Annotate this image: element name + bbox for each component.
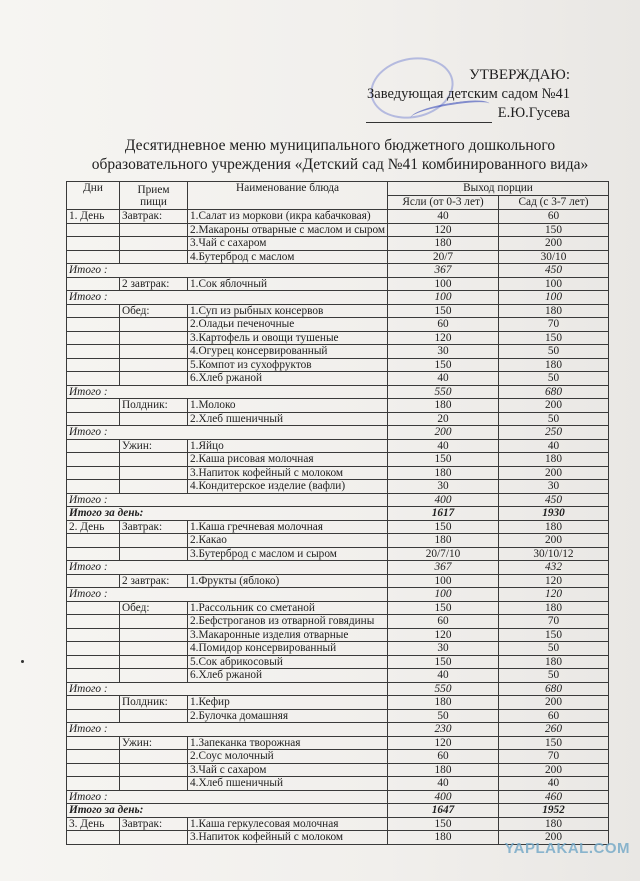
garden-portion: 30/10 <box>499 250 609 264</box>
total-label: Итого за день: <box>67 507 388 521</box>
nursery-portion: 150 <box>388 655 499 669</box>
meal-cell <box>120 709 188 723</box>
dish-cell: 1.Фрукты (яблоко) <box>188 574 388 588</box>
meal-cell <box>120 345 188 359</box>
meal-cell <box>120 412 188 426</box>
total-row <box>67 264 609 278</box>
dish-cell: 2.Бефстроганов из отварной говядины <box>188 615 388 629</box>
dish-cell: 2.Каша рисовая молочная <box>188 453 388 467</box>
garden-portion: 50 <box>499 412 609 426</box>
nursery-portion: 180 <box>388 399 499 413</box>
meal-cell <box>120 237 188 251</box>
table-row <box>67 318 609 332</box>
dish-cell: 3.Чай с сахаром <box>188 763 388 777</box>
total-row <box>67 790 609 804</box>
meal-cell: Обед: <box>120 601 188 615</box>
table-row <box>67 520 609 534</box>
dish-cell: 4.Кондитерское изделие (вафли) <box>188 480 388 494</box>
table-row <box>67 669 609 683</box>
signature-underline <box>366 122 492 123</box>
dish-cell: 3.Чай с сахаром <box>188 237 388 251</box>
table-row <box>67 277 609 291</box>
day-cell <box>67 358 120 372</box>
table-row <box>67 210 609 224</box>
meal-cell <box>120 372 188 386</box>
day-cell <box>67 223 120 237</box>
day-cell <box>67 601 120 615</box>
nursery-portion: 120 <box>388 736 499 750</box>
total-row <box>67 291 609 305</box>
garden-portion: 150 <box>499 223 609 237</box>
nursery-portion: 120 <box>388 628 499 642</box>
nursery-portion: 180 <box>388 696 499 710</box>
day-cell <box>67 439 120 453</box>
dish-cell: 4.Огурец консервированный <box>188 345 388 359</box>
garden-portion: 200 <box>499 534 609 548</box>
total-row <box>67 682 609 696</box>
meal-cell <box>120 655 188 669</box>
nursery-portion: 150 <box>388 358 499 372</box>
nursery-portion: 100 <box>388 277 499 291</box>
meal-cell <box>120 480 188 494</box>
meal-cell: 2 завтрак: <box>120 574 188 588</box>
header-nursery: Ясли (от 0-3 лет) <box>388 196 499 210</box>
dish-cell: 1.Рассольник со сметаной <box>188 601 388 615</box>
dish-cell: 1.Каша геркулесовая молочная <box>188 817 388 831</box>
total-row <box>67 493 609 507</box>
garden-portion: 120 <box>499 574 609 588</box>
header-dish: Наименование блюда <box>188 182 388 210</box>
nursery-total: 367 <box>388 561 499 575</box>
total-row <box>67 426 609 440</box>
meal-cell: Завтрак: <box>120 210 188 224</box>
nursery-total: 367 <box>388 264 499 278</box>
dish-cell: 1.Кефир <box>188 696 388 710</box>
approval-name: Е.Ю.Гусева <box>497 105 570 121</box>
dish-cell: 3.Картофель и овощи тушеные <box>188 331 388 345</box>
nursery-portion: 40 <box>388 210 499 224</box>
meal-cell <box>120 750 188 764</box>
garden-portion: 50 <box>499 642 609 656</box>
header-meal <box>120 182 188 210</box>
garden-portion: 60 <box>499 210 609 224</box>
garden-portion: 40 <box>499 777 609 791</box>
dish-cell: 2.Булочка домашняя <box>188 709 388 723</box>
nursery-portion: 30 <box>388 480 499 494</box>
day-total-row <box>67 507 609 521</box>
day-cell <box>67 345 120 359</box>
nursery-total: 100 <box>388 588 499 602</box>
nursery-portion: 40 <box>388 777 499 791</box>
day-cell <box>67 466 120 480</box>
title-line-1: Десятидневное меню муниципального бюджетного дошкольного <box>124 137 556 154</box>
total-label: Итого : <box>67 682 388 696</box>
table-row <box>67 601 609 615</box>
meal-cell: Полдник: <box>120 696 188 710</box>
day-cell: 3. День <box>67 817 120 831</box>
dish-cell: 4.Хлеб пшеничный <box>188 777 388 791</box>
nursery-total: 550 <box>388 682 499 696</box>
total-label: Итого : <box>67 723 388 737</box>
total-row <box>67 561 609 575</box>
menu-table <box>66 181 609 845</box>
meal-cell <box>120 453 188 467</box>
total-label: Итого : <box>67 426 388 440</box>
header-meal-line2: пищи <box>140 195 167 208</box>
day-cell <box>67 453 120 467</box>
garden-portion: 50 <box>499 669 609 683</box>
meal-cell <box>120 466 188 480</box>
day-cell: 2. День <box>67 520 120 534</box>
day-cell: 1. День <box>67 210 120 224</box>
menu-body <box>67 210 609 845</box>
table-row <box>67 736 609 750</box>
dish-cell: 1.Каша гречневая молочная <box>188 520 388 534</box>
garden-portion: 50 <box>499 345 609 359</box>
table-row <box>67 777 609 791</box>
garden-total: 250 <box>499 426 609 440</box>
nursery-portion: 50 <box>388 709 499 723</box>
day-cell <box>67 736 120 750</box>
day-cell <box>67 750 120 764</box>
dish-cell: 6.Хлеб ржаной <box>188 669 388 683</box>
meal-cell <box>120 628 188 642</box>
dish-cell: 1.Молоко <box>188 399 388 413</box>
garden-total: 120 <box>499 588 609 602</box>
garden-total: 100 <box>499 291 609 305</box>
nursery-portion: 180 <box>388 237 499 251</box>
total-label: Итого : <box>67 588 388 602</box>
page-title <box>60 136 620 174</box>
garden-portion: 30/10/12 <box>499 547 609 561</box>
nursery-total: 550 <box>388 385 499 399</box>
day-cell <box>67 412 120 426</box>
day-cell <box>67 696 120 710</box>
meal-cell: Завтрак: <box>120 520 188 534</box>
garden-total: 260 <box>499 723 609 737</box>
meal-cell <box>120 763 188 777</box>
nursery-portion: 120 <box>388 223 499 237</box>
nursery-total: 200 <box>388 426 499 440</box>
nursery-portion: 40 <box>388 669 499 683</box>
header-days: Дни <box>67 182 120 210</box>
meal-cell: Обед: <box>120 304 188 318</box>
meal-cell <box>120 669 188 683</box>
nursery-total: 230 <box>388 723 499 737</box>
meal-cell: Завтрак: <box>120 817 188 831</box>
table-row <box>67 466 609 480</box>
table-row <box>67 304 609 318</box>
dish-cell: 1.Суп из рыбных консервов <box>188 304 388 318</box>
meal-cell <box>120 223 188 237</box>
dish-cell: 1.Сок яблочный <box>188 277 388 291</box>
meal-cell <box>120 534 188 548</box>
garden-portion: 200 <box>499 237 609 251</box>
dish-cell: 3.Бутерброд с маслом и сыром <box>188 547 388 561</box>
garden-portion: 200 <box>499 831 609 845</box>
table-row <box>67 709 609 723</box>
day-cell <box>67 318 120 332</box>
nursery-portion: 40 <box>388 372 499 386</box>
garden-total: 680 <box>499 682 609 696</box>
total-label: Итого : <box>67 291 388 305</box>
dish-cell: 1.Запеканка творожная <box>188 736 388 750</box>
table-row <box>67 750 609 764</box>
table-row <box>67 453 609 467</box>
dish-cell: 2.Какао <box>188 534 388 548</box>
day-cell <box>67 574 120 588</box>
day-cell <box>67 777 120 791</box>
garden-total: 460 <box>499 790 609 804</box>
dish-cell: 2.Соус молочный <box>188 750 388 764</box>
garden-portion: 150 <box>499 736 609 750</box>
day-cell <box>67 250 120 264</box>
nursery-portion: 30 <box>388 345 499 359</box>
nursery-portion: 180 <box>388 466 499 480</box>
meal-cell <box>120 642 188 656</box>
garden-portion: 200 <box>499 399 609 413</box>
meal-cell <box>120 358 188 372</box>
header-row <box>67 182 609 196</box>
nursery-portion: 180 <box>388 763 499 777</box>
day-cell <box>67 831 120 845</box>
garden-portion: 180 <box>499 655 609 669</box>
garden-portion: 150 <box>499 628 609 642</box>
table-row <box>67 399 609 413</box>
table-row <box>67 547 609 561</box>
nursery-portion: 150 <box>388 304 499 318</box>
approval-heading: УТВЕРЖДАЮ: <box>469 67 570 83</box>
garden-portion: 200 <box>499 466 609 480</box>
nursery-portion: 120 <box>388 331 499 345</box>
garden-portion: 180 <box>499 358 609 372</box>
nursery-portion: 60 <box>388 615 499 629</box>
table-row <box>67 480 609 494</box>
garden-total: 432 <box>499 561 609 575</box>
day-cell <box>67 480 120 494</box>
nursery-portion: 180 <box>388 534 499 548</box>
day-cell <box>67 547 120 561</box>
garden-total: 450 <box>499 493 609 507</box>
meal-cell: Ужин: <box>120 736 188 750</box>
day-cell <box>67 372 120 386</box>
nursery-total: 100 <box>388 291 499 305</box>
garden-portion: 60 <box>499 709 609 723</box>
garden-portion: 50 <box>499 372 609 386</box>
dish-cell: 5.Сок абрикосовый <box>188 655 388 669</box>
day-cell <box>67 763 120 777</box>
day-cell <box>67 615 120 629</box>
garden-total: 680 <box>499 385 609 399</box>
header-portion: Выход порции <box>388 182 609 196</box>
day-cell <box>67 628 120 642</box>
table-row <box>67 817 609 831</box>
nursery-portion: 30 <box>388 642 499 656</box>
day-cell <box>67 237 120 251</box>
garden-total: 1952 <box>499 804 609 818</box>
table-row <box>67 250 609 264</box>
table-row <box>67 439 609 453</box>
garden-portion: 40 <box>499 439 609 453</box>
table-row <box>67 223 609 237</box>
total-label: Итого за день: <box>67 804 388 818</box>
nursery-portion: 20/7/10 <box>388 547 499 561</box>
nursery-portion: 150 <box>388 601 499 615</box>
total-label: Итого : <box>67 264 388 278</box>
table-row <box>67 655 609 669</box>
nursery-portion: 20/7 <box>388 250 499 264</box>
table-row <box>67 372 609 386</box>
table-row <box>67 763 609 777</box>
dish-cell: 4.Бутерброд с маслом <box>188 250 388 264</box>
dish-cell: 4.Помидор консервированный <box>188 642 388 656</box>
total-label: Итого : <box>67 493 388 507</box>
table-row <box>67 696 609 710</box>
approval-block <box>366 66 570 123</box>
meal-cell <box>120 547 188 561</box>
meal-cell <box>120 831 188 845</box>
table-row <box>67 237 609 251</box>
garden-portion: 70 <box>499 615 609 629</box>
paper-speck <box>21 660 24 663</box>
nursery-total: 1617 <box>388 507 499 521</box>
nursery-portion: 150 <box>388 520 499 534</box>
dish-cell: 3.Напиток кофейный с молоком <box>188 831 388 845</box>
day-cell <box>67 655 120 669</box>
garden-portion: 30 <box>499 480 609 494</box>
day-total-row <box>67 804 609 818</box>
day-cell <box>67 277 120 291</box>
table-row <box>67 574 609 588</box>
total-label: Итого : <box>67 561 388 575</box>
table-row <box>67 628 609 642</box>
total-row <box>67 385 609 399</box>
garden-portion: 70 <box>499 318 609 332</box>
meal-cell <box>120 777 188 791</box>
table-row <box>67 534 609 548</box>
garden-portion: 70 <box>499 750 609 764</box>
dish-cell: 2.Хлеб пшеничный <box>188 412 388 426</box>
meal-cell: Полдник: <box>120 399 188 413</box>
garden-portion: 180 <box>499 520 609 534</box>
nursery-portion: 40 <box>388 439 499 453</box>
table-row <box>67 358 609 372</box>
meal-cell <box>120 615 188 629</box>
garden-portion: 200 <box>499 763 609 777</box>
table-row <box>67 642 609 656</box>
dish-cell: 5.Компот из сухофруктов <box>188 358 388 372</box>
nursery-portion: 60 <box>388 750 499 764</box>
garden-portion: 100 <box>499 277 609 291</box>
nursery-portion: 60 <box>388 318 499 332</box>
header-meal-line1: Прием <box>137 183 170 196</box>
nursery-portion: 20 <box>388 412 499 426</box>
garden-portion: 200 <box>499 696 609 710</box>
table-row <box>67 345 609 359</box>
dish-cell: 2.Макароны отварные с маслом и сыром <box>188 223 388 237</box>
meal-cell: Ужин: <box>120 439 188 453</box>
total-label: Итого : <box>67 385 388 399</box>
day-cell <box>67 331 120 345</box>
nursery-total: 400 <box>388 790 499 804</box>
table-row <box>67 412 609 426</box>
dish-cell: 3.Макаронные изделия отварные <box>188 628 388 642</box>
watermark: YAPLAKAL.COM <box>504 840 630 857</box>
total-row <box>67 723 609 737</box>
garden-total: 450 <box>499 264 609 278</box>
meal-cell <box>120 331 188 345</box>
approval-signature-line <box>366 104 570 123</box>
approval-position: Заведующая детским садом №41 <box>367 86 570 102</box>
day-cell <box>67 642 120 656</box>
day-cell <box>67 669 120 683</box>
table-row <box>67 615 609 629</box>
meal-cell <box>120 318 188 332</box>
header-garden: Сад (с 3-7 лет) <box>499 196 609 210</box>
nursery-portion: 150 <box>388 817 499 831</box>
nursery-total: 1647 <box>388 804 499 818</box>
title-line-2: образовательного учреждения «Детский сад №41 комбинированного вида» <box>91 156 589 173</box>
day-cell <box>67 399 120 413</box>
nursery-total: 400 <box>388 493 499 507</box>
nursery-portion: 100 <box>388 574 499 588</box>
nursery-portion: 180 <box>388 831 499 845</box>
garden-portion: 150 <box>499 331 609 345</box>
dish-cell: 1.Салат из моркови (икра кабачковая) <box>188 210 388 224</box>
dish-cell: 2.Оладьи печеночные <box>188 318 388 332</box>
table-row <box>67 331 609 345</box>
meal-cell: 2 завтрак: <box>120 277 188 291</box>
day-cell <box>67 534 120 548</box>
total-row <box>67 588 609 602</box>
garden-total: 1930 <box>499 507 609 521</box>
day-cell <box>67 709 120 723</box>
dish-cell: 3.Напиток кофейный с молоком <box>188 466 388 480</box>
total-label: Итого : <box>67 790 388 804</box>
dish-cell: 6.Хлеб ржаной <box>188 372 388 386</box>
garden-portion: 180 <box>499 453 609 467</box>
garden-portion: 180 <box>499 304 609 318</box>
garden-portion: 180 <box>499 601 609 615</box>
nursery-portion: 150 <box>388 453 499 467</box>
dish-cell: 1.Яйцо <box>188 439 388 453</box>
day-cell <box>67 304 120 318</box>
meal-cell <box>120 250 188 264</box>
garden-portion: 180 <box>499 817 609 831</box>
